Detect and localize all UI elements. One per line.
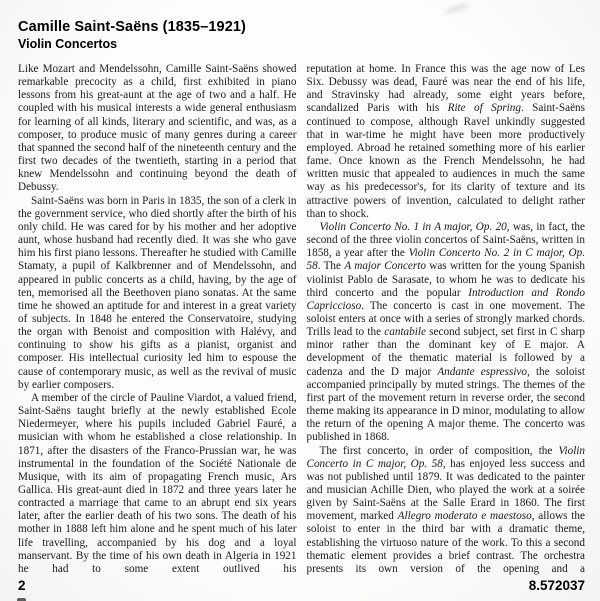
text-run: , was, in fact, the second of the three violin concertos of Saint-Saëns, written in 1858, a year after the [306,220,585,260]
text-run: second subject, set first in C sharp minor rather than the dominant key of E major. A development of the thematic material is followed by a cadenza and the D major [306,326,585,378]
text-run: , the soloist accompanied principally by muted strings. The themes of the first part of the movement return in reverse order, the second theme making its appearance in D minor, modulating to allow the return of the opening A major theme. The concerto was published in 1868. [306,365,585,444]
text-run: Like Mozart and Mendelssohn, Camille Saint-Saëns showed remarkable precocity as a child, first exhibited in piano lessons from his great-aunt at the age of two and a half. He coupled with his musical interests a wide general enthusiasm for learning of all kinds, literary and scientific, and was, as a composer, to produce music of many genres during a career that spanned the second half of the nineteenth century and the first two decades of the twentieth, starting in a period that knew Mendelssohn and continuing beyond the death of Debussy. [18,63,297,194]
italic-text-run: Allegro moderato e maestoso [397,510,532,523]
text-run: , has enjoyed less success and was not published until 1879. It was dedicated to the painter and musician Achille Dien, who played the work at a soirée given by Saint-Saëns at the Salle Erard in 1860. The first movement, marked [306,457,585,523]
italic-text-run: Rite of Spring [447,102,521,115]
italic-text-run: cantabile [384,326,426,339]
text-column-right [307,63,586,579]
text-column-left [18,63,297,579]
text-run: The first concerto, in order of composition, the [319,444,559,457]
article-body [18,63,585,579]
text-run: . The concerto is cast in one movement. The soloist enters at once with a series of strongly marked chords. Trills lead to the [306,299,585,339]
italic-text-run: Violin Concerto No. 2 in C major, Op. 58 [306,247,585,273]
page-subtitle: Violin Concertos [18,37,118,51]
italic-text-run: A major Concerto [344,260,426,273]
page-header [18,19,585,51]
scan-artifact-smudge [444,2,470,15]
catalog-number: 8.572037 [528,578,585,593]
page-title: Camille Saint-Saëns (1835–1921) [18,19,246,35]
italic-text-run: Violin Concerto in C major, Op. 58 [306,444,585,470]
text-run: Saint-Saëns was born in Paris in 1835, the son of a clerk in the government service, who died shortly after the birth of his only child. He was cared for by his mother and her adoptive aunt, whose husband had recently died. It was she who gave him his first piano lessons. Thereafter he studied with Camille Stamaty, a pupil of Kalkbrenner and of Mendelssohn, and appeared in public concerts as a child, having, by the age of ten, memorised all the Beethoven piano sonatas. At the same time he showed an aptitude for and interest in a great variety of subjects. In 1848 he entered the Conservatoire, studying the organ with Benoist and composition with Halévy, and continuing to show his gifts as a pianist, organist and composer. His intellectual curiosity led him to espouse the cause of contemporary music, as well as the revival of music by earlier composers. [18,194,297,391]
text-run: . The [317,260,345,273]
page-footer [18,578,585,593]
paragraph [18,195,297,392]
italic-text-run: Andante espressivo [437,365,527,378]
paragraph [18,392,297,576]
text-run: , allows the soloist to enter in the third bar with a dramatic theme, establishing the virtuoso nature of the work. To this a second thematic element provides a brief contrast. The orchestra presents its own version of the opening and a [306,510,585,575]
text-run: reputation at home. In France this was the age now of Les Six. Debussy was dead, Fauré was near the end of his life, and Stravinsky had already, some eight years before, scandalized Paris with his [306,63,585,115]
page-number: 2 [18,578,26,593]
paragraph [18,63,297,195]
italic-text-run: Violin Concerto No. 1 in A major, Op. 20 [319,220,507,233]
text-run: . Saint-Saëns continued to compose, although Ravel unkindly suggested that in war-time he might have been more productively employed. Abroad he retained something more of his earlier fame. Once known as the French Mendelssohn, he had written music that appealed to audiences in much the same way as his predecessor's, for its clarity of texture and its attractive powers of invention, calculated to delight rather than to shock. [306,102,585,220]
italic-text-run: Introduction and Rondo Capriccioso [306,286,585,312]
paragraph [307,63,586,221]
paragraph [307,221,586,445]
paragraph [307,445,586,577]
text-run: was written for the young Spanish violinist Pablo de Sarasate, to whom he was to dedicate his third concerto and the popular [306,260,585,299]
text-run: A member of the circle of Pauline Viardot, a valued friend, Saint-Saëns taught briefly at the newly established Ecole Niedermeyer, where his pupils included Gabriel Fauré, a musician with whom he established a close relationship. In 1871, after the disasters of the Franco-Prussian war, he was instrumental in the foundation of the Société Nationale de Musique, with its aim of propagating French music, Ars Gallica. His great-aunt died in 1872 and three years later he contracted a marriage that came to an abrupt end six years later, after the earlier death of his two sons. The death of his mother in 1888 left him alone and he spent much of his later life travelling, accompanied by his dog and a loyal manservant. By the time of his own death in Algeria in 1921 he had to some extent outlived his [18,391,297,575]
